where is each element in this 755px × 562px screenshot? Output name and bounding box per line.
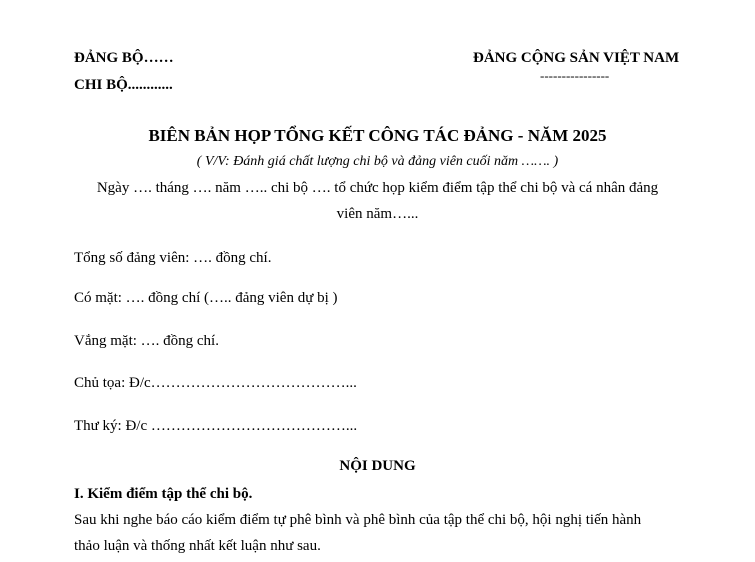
- section-1-heading: I. Kiểm điểm tập thể chi bộ.: [74, 486, 253, 502]
- party-name-label: ĐẢNG CỘNG SẢN VIỆT NAM: [473, 50, 680, 66]
- document-subtitle: ( V/V: Đánh giá chất lượng chi bộ và đảng viên cuối năm ……. ): [196, 154, 559, 169]
- intro-line-2: viên năm…...: [336, 206, 419, 222]
- section-1-paragraph-line-1: Sau khi nghe báo cáo kiểm điểm tự phê bình và phê bình của tập thể chi bộ, hội nghị tiến hành: [74, 512, 642, 528]
- party-committee-label: ĐẢNG BỘ……: [74, 50, 174, 66]
- absent-members-field: Vắng mặt: …. đồng chí.: [74, 333, 219, 349]
- intro-line-1: Ngày …. tháng …. năm ….. chi bộ …. tổ chức họp kiểm điểm tập thể chi bộ và cá nhân đảng: [96, 180, 659, 196]
- section-title: NỘI DUNG: [339, 458, 416, 474]
- header-divider: ----------------: [540, 68, 610, 83]
- total-members-field: Tổng số đảng viên: …. đồng chí.: [74, 250, 272, 266]
- party-cell-label: CHI BỘ............: [74, 77, 173, 93]
- present-members-field: Có mặt: …. đồng chí (….. đảng viên dự bị ): [74, 290, 338, 306]
- section-1-paragraph-line-2: thảo luận và thống nhất kết luận như sau.: [74, 538, 321, 554]
- document-title: BIÊN BẢN HỌP TỔNG KẾT CÔNG TÁC ĐẢNG - NĂM 2025: [148, 126, 607, 145]
- secretary-field: Thư ký: Đ/c …………………………………...: [74, 418, 358, 434]
- chair-field: Chủ tọa: Đ/c…………………………………...: [74, 375, 357, 391]
